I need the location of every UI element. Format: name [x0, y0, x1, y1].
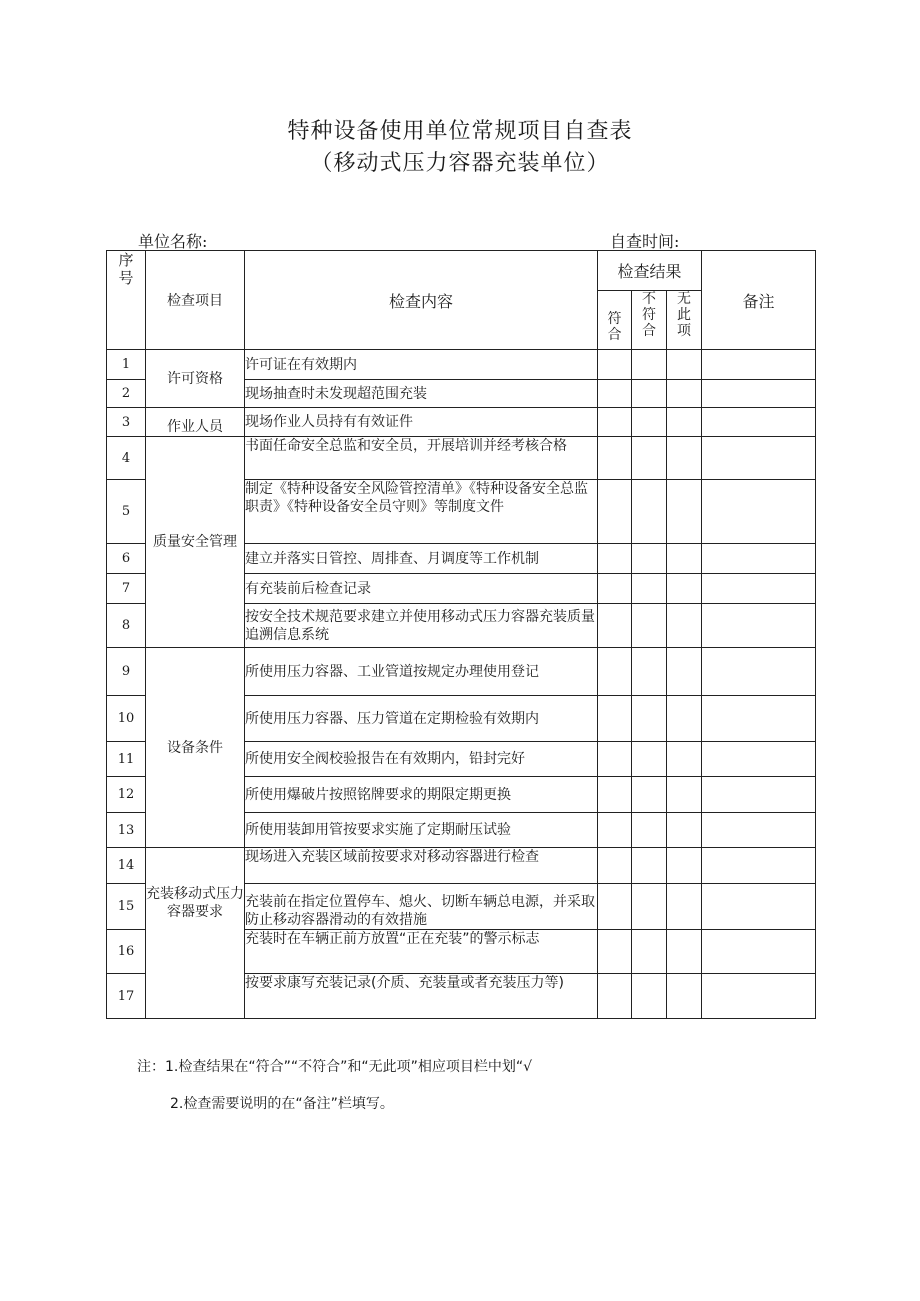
table-row: 12 所使用爆破片按照铭牌要求的期限定期更换	[107, 777, 816, 813]
cell-remark[interactable]	[702, 777, 816, 813]
cell-not-comply[interactable]	[632, 408, 667, 437]
cell-comply[interactable]	[598, 408, 632, 437]
table-row: 15 充装前在指定位置停车、熄火、切断车辆总电源，并采取防止移动容器滑动的有效措施	[107, 884, 816, 930]
group-equipment: 设备条件	[146, 648, 245, 848]
table-row: 5 制定《特种设备安全风险管控清单》《特种设备安全总监职责》《特种设备安全员守则》等制度文件	[107, 480, 816, 544]
table-row: 1 许可资格 许可证在有效期内	[107, 350, 816, 380]
cell-comply[interactable]	[598, 742, 632, 777]
header-not-comply: 不 符 合	[632, 291, 667, 350]
cell-na[interactable]	[667, 380, 702, 408]
table-row: 14 充装移动式压力容器要求 现场进入充装区域前按要求对移动容器进行检查	[107, 848, 816, 884]
cell-comply[interactable]	[598, 604, 632, 648]
cell-remark[interactable]	[702, 544, 816, 574]
cell-remark[interactable]	[702, 884, 816, 930]
cell-remark[interactable]	[702, 648, 816, 696]
header-result: 检查结果	[598, 251, 702, 291]
table-row: 17 按要求康写充装记录(介质、充装量或者充装压力等)	[107, 974, 816, 1019]
cell-na[interactable]	[667, 777, 702, 813]
cell-comply[interactable]	[598, 648, 632, 696]
cell-remark[interactable]	[702, 813, 816, 848]
cell-remark[interactable]	[702, 742, 816, 777]
cell-not-comply[interactable]	[632, 648, 667, 696]
table-row: 9 设备条件 所使用压力容器、工业管道按规定办理使用登记	[107, 648, 816, 696]
group-quality-safety: 质量安全管理	[146, 437, 245, 648]
check-time-label: 自查时间:	[610, 232, 680, 251]
cell-na[interactable]	[667, 604, 702, 648]
table-row: 11 所使用安全阀校验报告在有效期内，铅封完好	[107, 742, 816, 777]
table-row: 8 按安全技术规范要求建立并使用移动式压力容器充装质量追溯信息系统	[107, 604, 816, 648]
group-license: 许可资格	[146, 350, 245, 408]
cell-na[interactable]	[667, 437, 702, 480]
cell-na[interactable]	[667, 848, 702, 884]
cell-not-comply[interactable]	[632, 544, 667, 574]
table-row: 2 现场抽查时未发现超范围充装	[107, 380, 816, 408]
cell-na[interactable]	[667, 544, 702, 574]
cell-not-comply[interactable]	[632, 742, 667, 777]
cell-na[interactable]	[667, 648, 702, 696]
cell-remark[interactable]	[702, 480, 816, 544]
cell-not-comply[interactable]	[632, 696, 667, 742]
cell-na[interactable]	[667, 350, 702, 380]
cell-remark[interactable]	[702, 974, 816, 1019]
unit-name-label: 单位名称:	[138, 232, 208, 251]
cell-comply[interactable]	[598, 777, 632, 813]
cell-comply[interactable]	[598, 813, 632, 848]
cell-not-comply[interactable]	[632, 350, 667, 380]
cell-comply[interactable]	[598, 544, 632, 574]
inspection-table	[106, 250, 816, 1019]
cell-comply[interactable]	[598, 848, 632, 884]
header-item: 检查项目	[146, 251, 245, 350]
cell-remark[interactable]	[702, 930, 816, 974]
cell-comply[interactable]	[598, 696, 632, 742]
cell-comply[interactable]	[598, 974, 632, 1019]
header-comply: 符 合	[598, 291, 632, 350]
cell-comply[interactable]	[598, 350, 632, 380]
page-subtitle: （移动式压力容器充装单位）	[310, 151, 610, 176]
group-personnel: 作业人员	[146, 408, 245, 437]
cell-na[interactable]	[667, 974, 702, 1019]
group-filling-requirements: 充装移动式压力容器要求	[146, 848, 245, 1019]
cell-na[interactable]	[667, 884, 702, 930]
cell-na[interactable]	[667, 574, 702, 604]
cell-not-comply[interactable]	[632, 437, 667, 480]
cell-comply[interactable]	[598, 884, 632, 930]
cell-not-comply[interactable]	[632, 604, 667, 648]
header-seq: 序 号	[107, 251, 146, 350]
cell-comply[interactable]	[598, 380, 632, 408]
cell-na[interactable]	[667, 930, 702, 974]
page-title: 特种设备使用单位常规项目自查表	[287, 119, 633, 144]
cell-na[interactable]	[667, 813, 702, 848]
cell-comply[interactable]	[598, 480, 632, 544]
table-row: 13 所使用装卸用管按要求实施了定期耐压试验	[107, 813, 816, 848]
cell-not-comply[interactable]	[632, 380, 667, 408]
header-remark: 备注	[702, 251, 816, 350]
table-row: 7 有充装前后检查记录	[107, 574, 816, 604]
table-row: 4 质量安全管理 书面任命安全总监和安全员，开展培训并经考核合格	[107, 437, 816, 480]
cell-remark[interactable]	[702, 350, 816, 380]
cell-comply[interactable]	[598, 574, 632, 604]
table-row: 3 作业人员 现场作业人员持有有效证件	[107, 408, 816, 437]
cell-remark[interactable]	[702, 696, 816, 742]
cell-not-comply[interactable]	[632, 974, 667, 1019]
cell-not-comply[interactable]	[632, 848, 667, 884]
header-row-1	[107, 251, 816, 291]
note-1: 注：1.检查结果在“符合”“不符合”和“无此项”相应项目栏中划“√	[137, 1059, 533, 1075]
cell-na[interactable]	[667, 408, 702, 437]
cell-remark[interactable]	[702, 380, 816, 408]
table-row: 16 充装时在车辆正前方放置“正在充装”的警示标志	[107, 930, 816, 974]
header-na: 无 此 项	[667, 291, 702, 350]
cell-remark[interactable]	[702, 408, 816, 437]
cell-remark[interactable]	[702, 848, 816, 884]
cell-comply[interactable]	[598, 930, 632, 974]
cell-na[interactable]	[667, 742, 702, 777]
cell-remark[interactable]	[702, 574, 816, 604]
cell-remark[interactable]	[702, 604, 816, 648]
cell-not-comply[interactable]	[632, 777, 667, 813]
cell-na[interactable]	[667, 696, 702, 742]
cell-not-comply[interactable]	[632, 884, 667, 930]
cell-not-comply[interactable]	[632, 574, 667, 604]
cell-not-comply[interactable]	[632, 480, 667, 544]
table-row: 6 建立并落实日管控、周排查、月调度等工作机制	[107, 544, 816, 574]
table-row: 10 所使用压力容器、压力管道在定期检验有效期内	[107, 696, 816, 742]
cell-na[interactable]	[667, 480, 702, 544]
cell-comply[interactable]	[598, 437, 632, 480]
cell-not-comply[interactable]	[632, 930, 667, 974]
cell-remark[interactable]	[702, 437, 816, 480]
note-2: 2.检查需要说明的在“备注”栏填写。	[170, 1096, 394, 1112]
cell-not-comply[interactable]	[632, 813, 667, 848]
header-content: 检查内容	[245, 251, 598, 350]
